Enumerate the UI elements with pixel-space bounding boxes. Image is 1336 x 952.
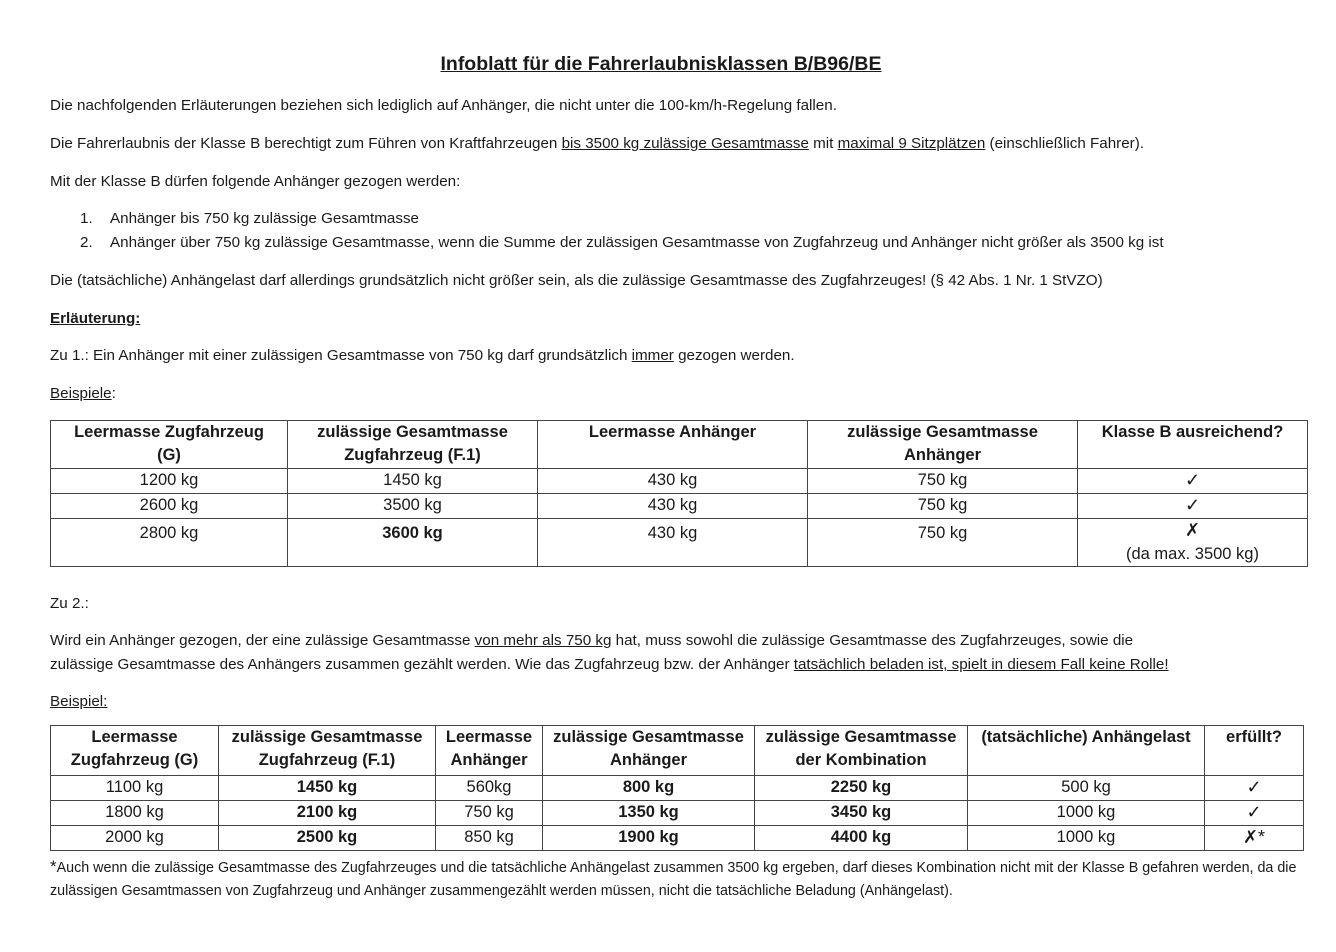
table-cell: 1900 kg [543, 826, 755, 851]
table2-header-row [51, 726, 1304, 776]
examples-table-2 [50, 725, 1304, 851]
cross-mark: ✗* [1205, 826, 1304, 851]
table-cell: 430 kg [538, 494, 808, 519]
class-b-seat-limit: maximal 9 Sitzplätzen [837, 135, 986, 152]
table-cell: 1350 kg [543, 801, 755, 826]
table-cell: 800 kg [543, 776, 755, 801]
table1-header-cell: Klasse B ausreichend? [1078, 421, 1308, 469]
table-cell: 1200 kg [51, 469, 288, 494]
table2-header-cell: zulässige Gesamtmasse der Kombination [755, 726, 968, 776]
table-row [51, 801, 1304, 826]
check-mark: ✓ [1078, 494, 1308, 519]
table-cell: 850 kg [436, 826, 543, 851]
example2-label: Beispiel: [50, 693, 108, 710]
examples1-label [50, 385, 116, 402]
table-cell: 4400 kg [755, 826, 968, 851]
explanation-heading: Erläuterung: [50, 310, 141, 327]
load-note: Die (tatsächliche) Anhängelast darf allerdings grundsätzlich nicht größer sein, als die zulässige Gesamtmasse des Zugfahrzeuges! (§ 42 Abs. 1 Nr. 1 StVZO) [50, 272, 1103, 289]
list-item-2: Anhänger über 750 kg zulässige Gesamtmasse, wenn die Summe der zulässigen Gesamtmasse von Zugfahrzeug und Anhänger nicht größer als 3500 kg ist [110, 234, 1164, 251]
table-cell: 750 kg [808, 494, 1078, 519]
table-cell: 750 kg [808, 469, 1078, 494]
table-row [51, 826, 1304, 851]
zu1-post: gezogen werden. [673, 347, 795, 364]
table-cell: 1450 kg [288, 469, 538, 494]
table-cell: 3600 kg [288, 519, 538, 567]
table-cell: 2000 kg [51, 826, 219, 851]
table-row [51, 494, 1308, 519]
table1-header-cell: zulässige Gesamtmasse Anhänger [808, 421, 1078, 469]
table2-header-cell: Leermasse Anhänger [436, 726, 543, 776]
table-cell: 750 kg [436, 801, 543, 826]
trailer-intro: Mit der Klasse B dürfen folgende Anhänger gezogen werden: [50, 173, 461, 190]
table-cell: 3450 kg [755, 801, 968, 826]
zu1-always: immer [631, 347, 674, 364]
list-item-1: Anhänger bis 750 kg zulässige Gesamtmasse [110, 210, 419, 227]
footnote [50, 855, 1310, 903]
result-note: (da max. 3500 kg) [1126, 545, 1259, 563]
table-cell: 2500 kg [219, 826, 436, 851]
examples1-label-text: Beispiele [50, 385, 112, 402]
zu2-l2-underlined: tatsächlich beladen ist, spielt in diesem Fall keine Rolle! [793, 656, 1169, 673]
table-cell: 560kg [436, 776, 543, 801]
footnote-text: Auch wenn die zulässige Gesamtmasse des Zugfahrzeuges und die tatsächliche Anhängelast zusammen 3500 kg ergeben, darf dieses Kombination nicht mit der Klasse B gefahren werden, da die zulässigen Gesamtmassen von Zugfahrzeug und Anhänger zusammengezählt werden müssen, nicht die tatsächliche Beladung (Anhängelast). [50, 860, 1297, 899]
table-cell: 1450 kg [219, 776, 436, 801]
page-title: Infoblatt für die Fahrerlaubnisklassen B/B96/BE [440, 53, 882, 75]
table-row [51, 776, 1304, 801]
class-b-text-mid: mit [808, 135, 838, 152]
check-mark: ✓ [1205, 776, 1304, 801]
class-b-mass-limit: bis 3500 kg zulässige Gesamtmasse [561, 135, 809, 152]
table-cell: 2250 kg [755, 776, 968, 801]
zu1-paragraph [50, 347, 795, 364]
table-cell: 1100 kg [51, 776, 219, 801]
class-b-paragraph [50, 135, 1144, 152]
intro-paragraph: Die nachfolgenden Erläuterungen beziehen sich lediglich auf Anhänger, die nicht unter die 100-km/h-Regelung fallen. [50, 97, 837, 114]
table-cell: 430 kg [538, 519, 808, 567]
zu2-l1-pre: Wird ein Anhänger gezogen, der eine zulässige Gesamtmasse [50, 632, 475, 649]
check-mark: ✓ [1078, 469, 1308, 494]
result-cell [1078, 519, 1308, 567]
zu2-line-2 [50, 656, 1169, 673]
table-cell: 2100 kg [219, 801, 436, 826]
table-cell: 3500 kg [288, 494, 538, 519]
zu2-line-1 [50, 632, 1133, 649]
zu2-l1-underlined: von mehr als 750 kg [474, 632, 612, 649]
examples1-colon: : [111, 385, 116, 402]
table-row [51, 519, 1308, 567]
list-number-2: 2. [80, 234, 93, 251]
zu2-label: Zu 2.: [50, 595, 89, 612]
table-cell: 430 kg [538, 469, 808, 494]
table2-header-cell: zulässige Gesamtmasse Zugfahrzeug (F.1) [219, 726, 436, 776]
table2-header-cell: (tatsächliche) Anhängelast [968, 726, 1205, 776]
class-b-text-post: (einschließlich Fahrer). [985, 135, 1144, 152]
table-cell: 1000 kg [968, 801, 1205, 826]
table-row [51, 469, 1308, 494]
zu2-l2-pre: zulässige Gesamtmasse des Anhängers zusammen gezählt werden. Wie das Zugfahrzeug bzw. der Anhänger [50, 656, 794, 673]
cross-mark: ✗ [1184, 520, 1201, 540]
class-b-text-pre: Die Fahrerlaubnis der Klasse B berechtigt zum Führen von Kraftfahrzeugen [50, 135, 562, 152]
zu1-pre: Zu 1.: Ein Anhänger mit einer zulässigen Gesamtmasse von 750 kg darf grundsätzlich [50, 347, 632, 364]
table-cell: 2600 kg [51, 494, 288, 519]
table2-header-cell: Leermasse Zugfahrzeug (G) [51, 726, 219, 776]
table2-header-cell: erfüllt? [1205, 726, 1304, 776]
table-cell: 500 kg [968, 776, 1205, 801]
list-number-1: 1. [80, 210, 93, 227]
footnote-star: * [50, 857, 57, 876]
table1-header-row [51, 421, 1308, 469]
check-mark: ✓ [1205, 801, 1304, 826]
zu2-l1-post: hat, muss sowohl die zulässige Gesamtmasse des Zugfahrzeuges, sowie die [611, 632, 1134, 649]
table2-header-cell: zulässige Gesamtmasse Anhänger [543, 726, 755, 776]
examples-table-1 [50, 420, 1308, 567]
table-cell: 1800 kg [51, 801, 219, 826]
table-cell: 1000 kg [968, 826, 1205, 851]
table1-header-cell: zulässige Gesamtmasse Zugfahrzeug (F.1) [288, 421, 538, 469]
table-cell: 2800 kg [51, 519, 288, 567]
table1-header-cell: Leermasse Anhänger [538, 421, 808, 469]
table-cell: 750 kg [808, 519, 1078, 567]
table1-header-cell: Leermasse Zugfahrzeug (G) [51, 421, 288, 469]
